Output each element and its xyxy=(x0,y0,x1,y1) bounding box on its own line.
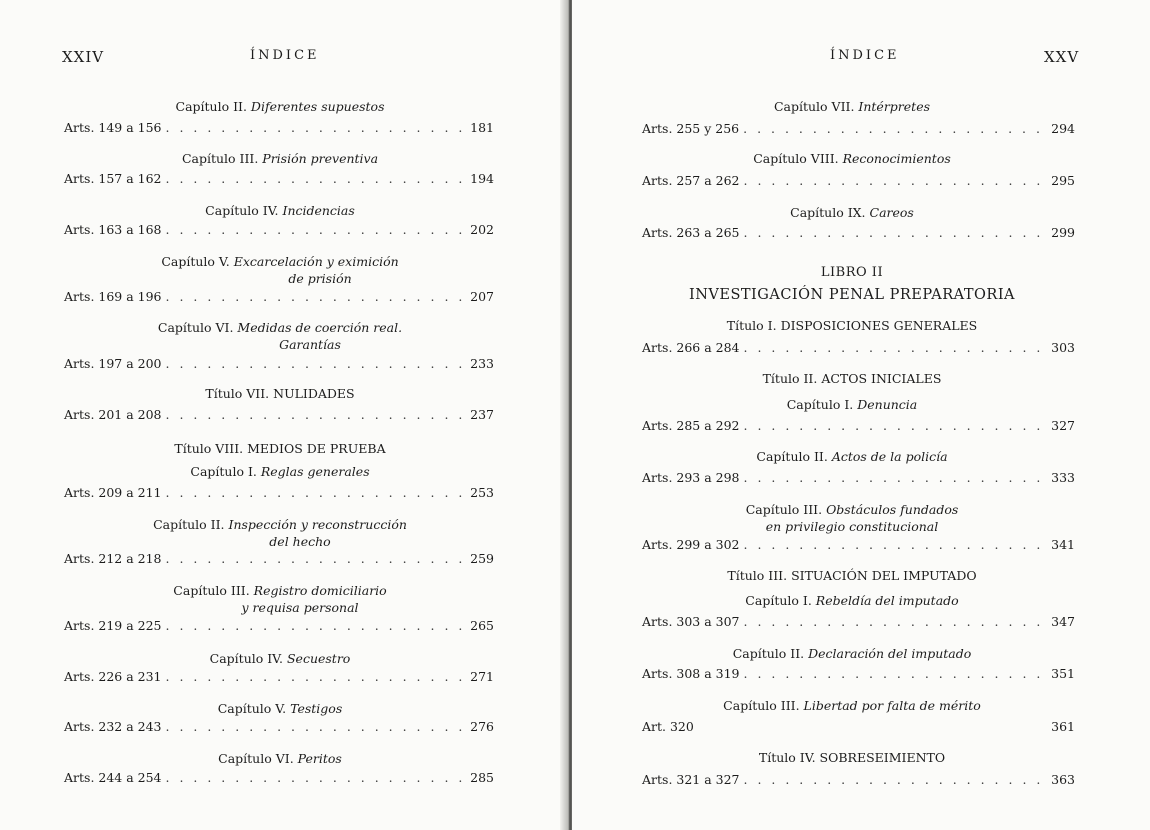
toc-heading: Capítulo VI. Peritos xyxy=(218,751,342,766)
toc-title-heading: Título VIII. MEDIOS DE PRUEBA xyxy=(174,441,386,456)
toc-entry-row[interactable]: Arts. 308 a 319 . . . 351 xyxy=(642,666,1075,682)
toc-heading: Capítulo II. Actos de la policía xyxy=(756,449,948,464)
toc-heading: Capítulo IX. Careos xyxy=(790,205,914,220)
toc-heading: Capítulo IV. Incidencias xyxy=(205,203,355,218)
toc-entry-row[interactable]: Arts. 257 a 262 . . . 295 xyxy=(642,173,1075,189)
toc-heading: Capítulo III. Prisión preventiva xyxy=(181,151,379,166)
toc-heading: Capítulo VI. Medidas de coerción real. Garantías xyxy=(157,320,403,352)
toc-entry-row[interactable]: Arts. 285 a 292 . . . 327 xyxy=(642,418,1075,434)
toc-heading: Capítulo VIII. Reconocimientos xyxy=(753,151,951,166)
toc-entry-row[interactable]: Arts. 303 a 307 . . . 347 xyxy=(642,614,1075,630)
toc-title-heading: Título III. SITUACIÓN DEL IMPUTADO xyxy=(727,568,977,583)
toc-heading: Capítulo III. Registro domiciliario y requisa personal xyxy=(173,583,387,615)
toc-heading: Capítulo VII. Intérpretes xyxy=(773,99,931,114)
libro-title: INVESTIGACIÓN PENAL PREPARATORIA xyxy=(688,287,1016,303)
left-running-title: ÍNDICE xyxy=(250,48,320,63)
toc-entry-row[interactable]: Art. 320 361 xyxy=(642,719,1075,734)
toc-entry-row[interactable]: Arts. 163 a 168 . . . 202 xyxy=(64,222,494,238)
toc-entry-row[interactable]: Arts. 263 a 265 . . . 299 xyxy=(642,225,1075,241)
toc-heading: Capítulo II. Diferentes supuestos xyxy=(175,99,385,114)
toc-entry-row[interactable]: Arts. 219 a 225 . . . 265 xyxy=(64,618,494,634)
toc-entry-row[interactable]: Arts. 299 a 302 . . . 341 xyxy=(642,537,1075,553)
libro-label: LIBRO II xyxy=(820,265,884,280)
left-folio: XXIV xyxy=(62,48,105,66)
toc-entry-row[interactable]: Arts. 244 a 254 . . . 285 xyxy=(64,770,494,786)
toc-heading: Capítulo V. Excarcelación y eximición de prisión xyxy=(161,254,399,286)
left-page xyxy=(0,0,566,830)
toc-title-heading: Título IV. SOBRESEIMIENTO xyxy=(758,750,946,765)
toc-heading: Capítulo III. Obstáculos fundados en privilegio constitucional xyxy=(745,502,959,534)
toc-title-heading: Título VII. NULIDADES xyxy=(205,386,355,401)
toc-entry-row[interactable]: Arts. 212 a 218 . . . 259 xyxy=(64,551,494,567)
toc-heading: Capítulo I. Reglas generales xyxy=(190,464,370,479)
toc-title-heading: Título II. ACTOS INICIALES xyxy=(762,371,942,386)
toc-entry-row[interactable]: Arts. 226 a 231 . . . 271 xyxy=(64,669,494,685)
toc-heading: Capítulo V. Testigos xyxy=(217,701,343,716)
toc-entry-row[interactable]: Arts. 197 a 200 . . . 233 xyxy=(64,356,494,372)
right-page xyxy=(572,0,1150,830)
toc-heading: Capítulo I. Rebeldía del imputado xyxy=(745,593,959,608)
toc-heading: Capítulo II. Inspección y reconstrucción del hecho xyxy=(153,517,407,549)
toc-entry-row[interactable]: Arts. 209 a 211 . . . 253 xyxy=(64,485,494,501)
toc-entry-row[interactable]: Arts. 169 a 196 . . . 207 xyxy=(64,289,494,305)
toc-heading: Capítulo III. Libertad por falta de mérito xyxy=(723,698,981,713)
toc-entry-row[interactable]: Arts. 255 y 256 . . . 294 xyxy=(642,121,1075,137)
toc-entry-row[interactable]: Arts. 293 a 298 . . . 333 xyxy=(642,470,1075,486)
toc-entry-row[interactable]: Arts. 232 a 243 . . . 276 xyxy=(64,719,494,735)
toc-heading: Capítulo II. Declaración del imputado xyxy=(732,646,972,661)
toc-entry-row[interactable]: Arts. 149 a 156 . . . 181 xyxy=(64,120,494,136)
toc-entry-row[interactable]: Arts. 321 a 327 . . . 363 xyxy=(642,772,1075,788)
toc-title-heading: Título I. DISPOSICIONES GENERALES xyxy=(726,318,978,333)
toc-entry-row[interactable]: Arts. 157 a 162 . . . 194 xyxy=(64,171,494,187)
right-running-title: ÍNDICE xyxy=(830,48,900,63)
toc-heading: Capítulo IV. Secuestro xyxy=(209,651,351,666)
toc-heading: Capítulo I. Denuncia xyxy=(786,397,918,412)
toc-entry-row[interactable]: Arts. 201 a 208 . . . 237 xyxy=(64,407,494,423)
right-folio: XXV xyxy=(1044,48,1080,66)
toc-entry-row[interactable]: Arts. 266 a 284 . . . 303 xyxy=(642,340,1075,356)
